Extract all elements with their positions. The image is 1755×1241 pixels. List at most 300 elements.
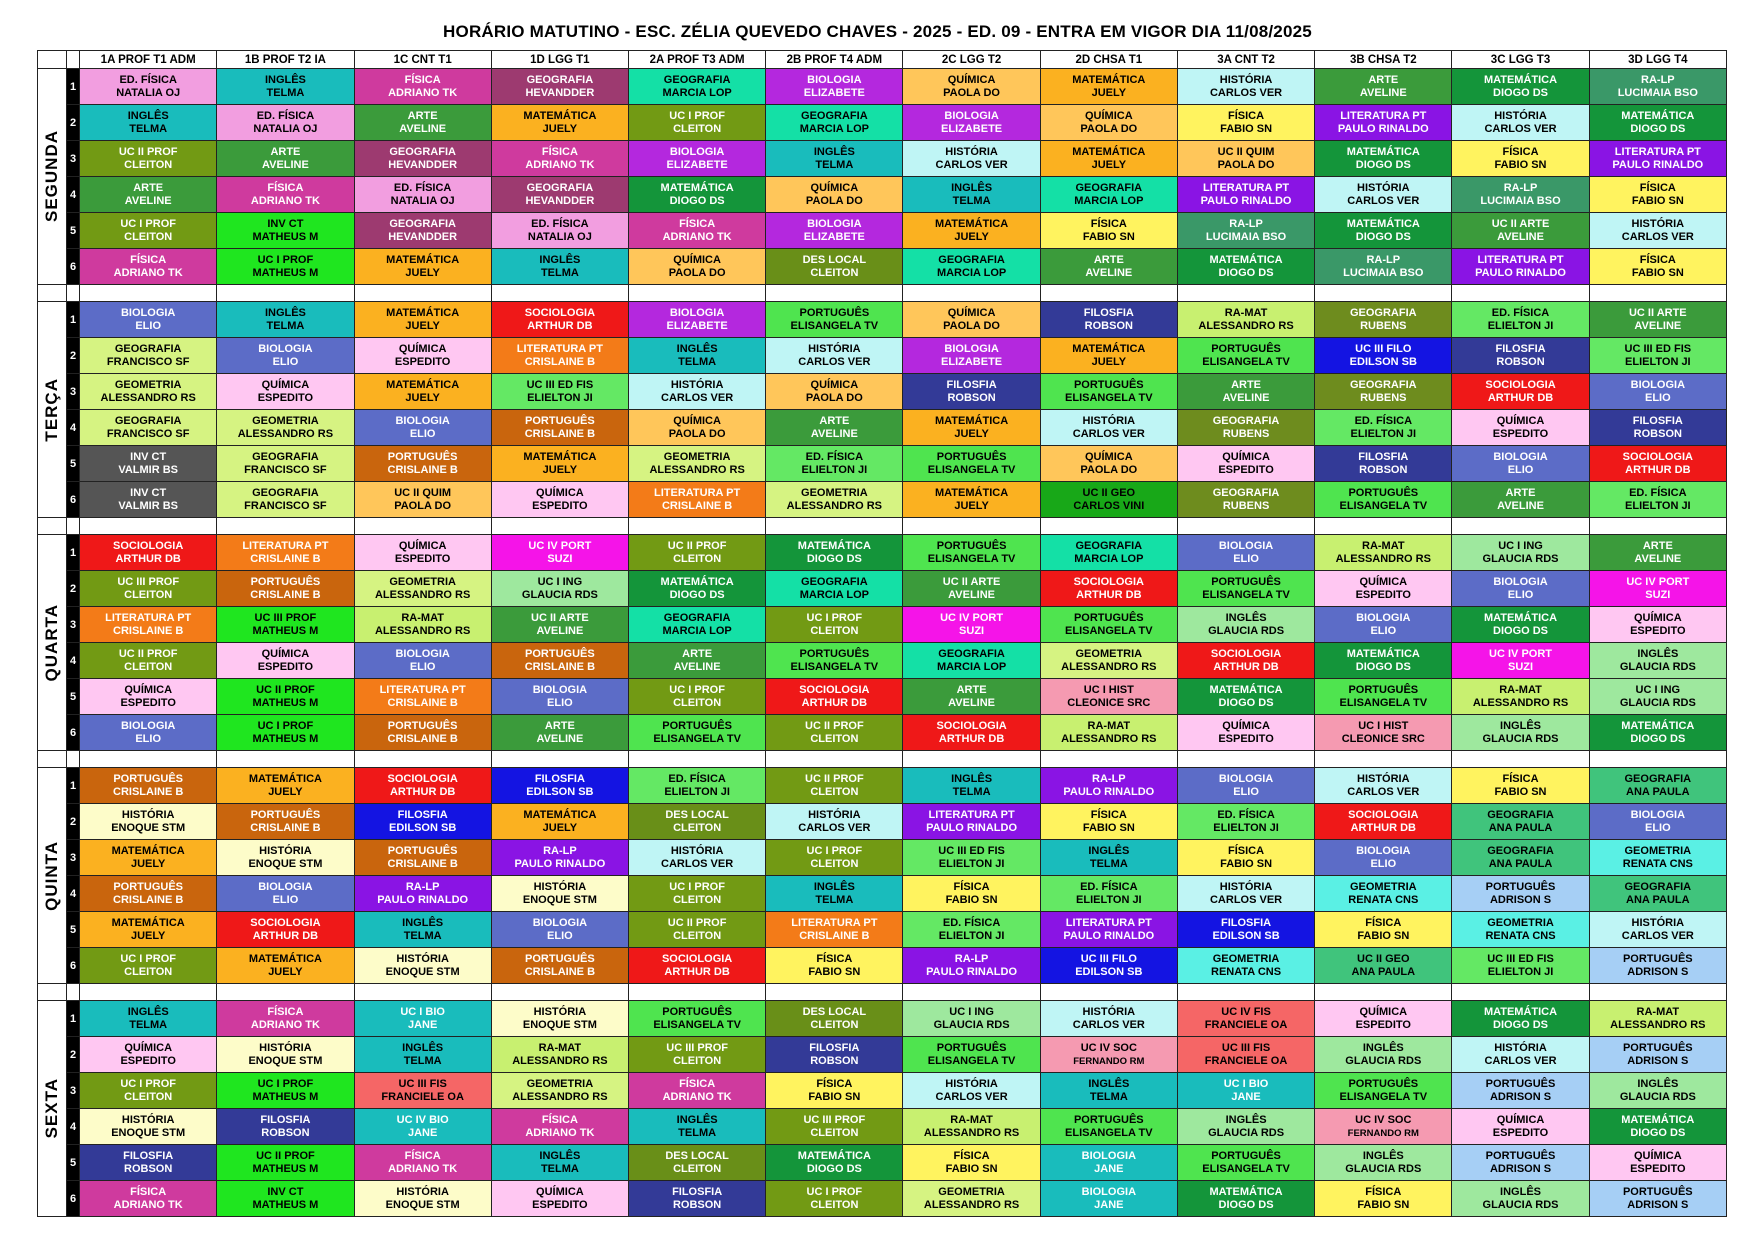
class-slot[interactable]: [1589, 840, 1726, 876]
class-slot[interactable]: [1315, 876, 1452, 912]
class-slot[interactable]: [80, 679, 217, 715]
class-slot[interactable]: [766, 804, 903, 840]
class-slot[interactable]: [1177, 177, 1314, 213]
class-slot[interactable]: [1040, 768, 1177, 804]
class-slot[interactable]: [1040, 571, 1177, 607]
class-slot[interactable]: [1177, 1145, 1314, 1181]
class-slot[interactable]: [80, 249, 217, 285]
class-slot[interactable]: [629, 804, 766, 840]
class-slot[interactable]: [80, 607, 217, 643]
class-slot[interactable]: [217, 69, 354, 105]
class-slot[interactable]: [1040, 410, 1177, 446]
class-slot[interactable]: [903, 213, 1040, 249]
class-slot[interactable]: [80, 1145, 217, 1181]
class-slot[interactable]: [217, 1073, 354, 1109]
class-slot[interactable]: [903, 1181, 1040, 1217]
class-slot[interactable]: [766, 374, 903, 410]
class-slot[interactable]: [354, 1037, 491, 1073]
class-slot[interactable]: [217, 643, 354, 679]
class-slot[interactable]: [1040, 912, 1177, 948]
class-slot[interactable]: [354, 1109, 491, 1145]
class-slot[interactable]: [80, 876, 217, 912]
class-slot[interactable]: [1452, 302, 1589, 338]
class-slot[interactable]: [80, 840, 217, 876]
class-slot[interactable]: [1315, 840, 1452, 876]
class-slot[interactable]: [629, 410, 766, 446]
class-slot[interactable]: [1040, 1037, 1177, 1073]
class-slot[interactable]: [217, 482, 354, 518]
class-slot[interactable]: [903, 1073, 1040, 1109]
class-slot[interactable]: [1177, 482, 1314, 518]
class-slot[interactable]: [354, 249, 491, 285]
class-slot[interactable]: [1315, 912, 1452, 948]
class-slot[interactable]: [354, 1181, 491, 1217]
class-slot[interactable]: [1315, 1073, 1452, 1109]
class-slot[interactable]: [491, 607, 628, 643]
class-slot[interactable]: [766, 876, 903, 912]
class-slot[interactable]: [1589, 1037, 1726, 1073]
class-slot[interactable]: [491, 338, 628, 374]
class-slot[interactable]: [354, 69, 491, 105]
class-slot[interactable]: [491, 571, 628, 607]
class-slot[interactable]: [491, 177, 628, 213]
class-slot[interactable]: [80, 1109, 217, 1145]
class-slot[interactable]: [80, 1037, 217, 1073]
class-slot[interactable]: [903, 177, 1040, 213]
class-slot[interactable]: [1177, 804, 1314, 840]
class-slot[interactable]: [903, 571, 1040, 607]
class-slot[interactable]: [217, 715, 354, 751]
class-slot[interactable]: [766, 679, 903, 715]
class-slot[interactable]: [491, 535, 628, 571]
class-slot[interactable]: [1177, 715, 1314, 751]
class-slot[interactable]: [1040, 374, 1177, 410]
class-slot[interactable]: [903, 69, 1040, 105]
class-slot[interactable]: [1177, 1001, 1314, 1037]
class-slot[interactable]: [1589, 302, 1726, 338]
class-slot[interactable]: [1452, 141, 1589, 177]
class-slot[interactable]: [629, 302, 766, 338]
class-slot[interactable]: [903, 1145, 1040, 1181]
class-slot[interactable]: [903, 1001, 1040, 1037]
class-slot[interactable]: [217, 948, 354, 984]
class-slot[interactable]: [629, 482, 766, 518]
class-slot[interactable]: [354, 141, 491, 177]
class-slot[interactable]: [903, 535, 1040, 571]
class-slot[interactable]: [491, 679, 628, 715]
class-slot[interactable]: [1589, 948, 1726, 984]
class-slot[interactable]: [217, 302, 354, 338]
class-slot[interactable]: [903, 679, 1040, 715]
class-slot[interactable]: [217, 679, 354, 715]
class-slot[interactable]: [1315, 768, 1452, 804]
class-slot[interactable]: [80, 804, 217, 840]
class-slot[interactable]: [1589, 410, 1726, 446]
class-slot[interactable]: [217, 840, 354, 876]
class-slot[interactable]: [1315, 1037, 1452, 1073]
class-slot[interactable]: [766, 768, 903, 804]
class-slot[interactable]: [354, 1145, 491, 1181]
class-slot[interactable]: [1452, 1109, 1589, 1145]
class-slot[interactable]: [354, 446, 491, 482]
class-slot[interactable]: [1452, 249, 1589, 285]
class-slot[interactable]: [1040, 213, 1177, 249]
class-slot[interactable]: [1452, 912, 1589, 948]
class-slot[interactable]: [766, 1073, 903, 1109]
class-slot[interactable]: [1315, 141, 1452, 177]
class-slot[interactable]: [1040, 1073, 1177, 1109]
class-slot[interactable]: [80, 768, 217, 804]
class-slot[interactable]: [1177, 105, 1314, 141]
class-slot[interactable]: [1040, 338, 1177, 374]
class-slot[interactable]: [1040, 69, 1177, 105]
class-slot[interactable]: [491, 643, 628, 679]
class-slot[interactable]: [766, 535, 903, 571]
class-slot[interactable]: [629, 1181, 766, 1217]
class-slot[interactable]: [629, 912, 766, 948]
class-slot[interactable]: [1177, 876, 1314, 912]
class-slot[interactable]: [629, 715, 766, 751]
class-slot[interactable]: [80, 571, 217, 607]
class-slot[interactable]: [1452, 374, 1589, 410]
class-slot[interactable]: [1589, 912, 1726, 948]
class-slot[interactable]: [354, 768, 491, 804]
class-slot[interactable]: [1040, 535, 1177, 571]
class-slot[interactable]: [1452, 1001, 1589, 1037]
class-slot[interactable]: [80, 374, 217, 410]
class-slot[interactable]: [1315, 249, 1452, 285]
class-slot[interactable]: [217, 1109, 354, 1145]
class-slot[interactable]: [629, 374, 766, 410]
class-slot[interactable]: [766, 1145, 903, 1181]
class-slot[interactable]: [217, 374, 354, 410]
class-slot[interactable]: [1040, 446, 1177, 482]
class-slot[interactable]: [491, 410, 628, 446]
class-slot[interactable]: [629, 213, 766, 249]
class-slot[interactable]: [1452, 715, 1589, 751]
class-slot[interactable]: [1177, 69, 1314, 105]
class-slot[interactable]: [903, 912, 1040, 948]
class-slot[interactable]: [1452, 840, 1589, 876]
class-slot[interactable]: [766, 141, 903, 177]
class-slot[interactable]: [354, 1001, 491, 1037]
class-slot[interactable]: [766, 213, 903, 249]
class-slot[interactable]: [1315, 302, 1452, 338]
class-slot[interactable]: [903, 302, 1040, 338]
class-slot[interactable]: [1589, 1073, 1726, 1109]
class-slot[interactable]: [491, 1145, 628, 1181]
class-slot[interactable]: [80, 213, 217, 249]
class-slot[interactable]: [903, 643, 1040, 679]
class-slot[interactable]: [354, 105, 491, 141]
class-slot[interactable]: [1315, 948, 1452, 984]
class-slot[interactable]: [766, 249, 903, 285]
class-slot[interactable]: [629, 1145, 766, 1181]
class-slot[interactable]: [217, 177, 354, 213]
class-slot[interactable]: [629, 840, 766, 876]
class-slot[interactable]: [1589, 535, 1726, 571]
class-slot[interactable]: [354, 374, 491, 410]
class-slot[interactable]: [217, 249, 354, 285]
class-slot[interactable]: [80, 446, 217, 482]
class-slot[interactable]: [903, 249, 1040, 285]
class-slot[interactable]: [629, 571, 766, 607]
class-slot[interactable]: [1589, 446, 1726, 482]
class-slot[interactable]: [80, 643, 217, 679]
class-slot[interactable]: [1452, 948, 1589, 984]
class-slot[interactable]: [491, 948, 628, 984]
class-slot[interactable]: [1315, 535, 1452, 571]
class-slot[interactable]: [217, 1001, 354, 1037]
class-slot[interactable]: [766, 482, 903, 518]
class-slot[interactable]: [217, 535, 354, 571]
class-slot[interactable]: [1177, 446, 1314, 482]
class-slot[interactable]: [491, 1037, 628, 1073]
class-slot[interactable]: [1452, 482, 1589, 518]
class-slot[interactable]: [1040, 177, 1177, 213]
class-slot[interactable]: [629, 1001, 766, 1037]
class-slot[interactable]: [1452, 1145, 1589, 1181]
class-slot[interactable]: [1452, 410, 1589, 446]
class-slot[interactable]: [217, 804, 354, 840]
class-slot[interactable]: [217, 571, 354, 607]
class-slot[interactable]: [1452, 535, 1589, 571]
class-slot[interactable]: [217, 105, 354, 141]
class-slot[interactable]: [1589, 768, 1726, 804]
class-slot[interactable]: [354, 840, 491, 876]
class-slot[interactable]: [1452, 607, 1589, 643]
class-slot[interactable]: [1177, 840, 1314, 876]
class-slot[interactable]: [1452, 446, 1589, 482]
class-slot[interactable]: [1452, 1181, 1589, 1217]
class-slot[interactable]: [1315, 1145, 1452, 1181]
class-slot[interactable]: [1589, 804, 1726, 840]
class-slot[interactable]: [766, 302, 903, 338]
class-slot[interactable]: [1177, 571, 1314, 607]
class-slot[interactable]: [80, 410, 217, 446]
class-slot[interactable]: [491, 105, 628, 141]
class-slot[interactable]: [80, 105, 217, 141]
class-slot[interactable]: [766, 69, 903, 105]
class-slot[interactable]: [1177, 213, 1314, 249]
class-slot[interactable]: [80, 948, 217, 984]
class-slot[interactable]: [766, 1001, 903, 1037]
class-slot[interactable]: [217, 912, 354, 948]
class-slot[interactable]: [903, 410, 1040, 446]
class-slot[interactable]: [1589, 338, 1726, 374]
class-slot[interactable]: [766, 105, 903, 141]
class-slot[interactable]: [354, 715, 491, 751]
class-slot[interactable]: [1452, 177, 1589, 213]
class-slot[interactable]: [80, 338, 217, 374]
class-slot[interactable]: [903, 1109, 1040, 1145]
class-slot[interactable]: [1177, 679, 1314, 715]
class-slot[interactable]: [217, 338, 354, 374]
class-slot[interactable]: [1315, 643, 1452, 679]
class-slot[interactable]: [629, 948, 766, 984]
class-slot[interactable]: [1589, 607, 1726, 643]
class-slot[interactable]: [1040, 804, 1177, 840]
class-slot[interactable]: [1452, 105, 1589, 141]
class-slot[interactable]: [1177, 535, 1314, 571]
class-slot[interactable]: [1315, 1181, 1452, 1217]
class-slot[interactable]: [1040, 607, 1177, 643]
class-slot[interactable]: [354, 804, 491, 840]
class-slot[interactable]: [354, 535, 491, 571]
class-slot[interactable]: [903, 374, 1040, 410]
class-slot[interactable]: [217, 446, 354, 482]
class-slot[interactable]: [354, 213, 491, 249]
class-slot[interactable]: [1315, 607, 1452, 643]
class-slot[interactable]: [1177, 607, 1314, 643]
class-slot[interactable]: [491, 482, 628, 518]
class-slot[interactable]: [491, 302, 628, 338]
class-slot[interactable]: [1177, 948, 1314, 984]
class-slot[interactable]: [629, 535, 766, 571]
class-slot[interactable]: [354, 679, 491, 715]
class-slot[interactable]: [1177, 1181, 1314, 1217]
class-slot[interactable]: [629, 105, 766, 141]
class-slot[interactable]: [1315, 1109, 1452, 1145]
class-slot[interactable]: [629, 1037, 766, 1073]
class-slot[interactable]: [80, 1181, 217, 1217]
class-slot[interactable]: [354, 912, 491, 948]
class-slot[interactable]: [217, 876, 354, 912]
class-slot[interactable]: [1589, 1181, 1726, 1217]
class-slot[interactable]: [354, 482, 491, 518]
class-slot[interactable]: [629, 607, 766, 643]
class-slot[interactable]: [217, 141, 354, 177]
class-slot[interactable]: [766, 607, 903, 643]
class-slot[interactable]: [1589, 69, 1726, 105]
class-slot[interactable]: [1040, 679, 1177, 715]
class-slot[interactable]: [766, 1109, 903, 1145]
class-slot[interactable]: [491, 1073, 628, 1109]
class-slot[interactable]: [1177, 912, 1314, 948]
class-slot[interactable]: [354, 571, 491, 607]
class-slot[interactable]: [1177, 338, 1314, 374]
class-slot[interactable]: [1177, 410, 1314, 446]
class-slot[interactable]: [80, 1073, 217, 1109]
class-slot[interactable]: [766, 410, 903, 446]
class-slot[interactable]: [354, 410, 491, 446]
class-slot[interactable]: [491, 715, 628, 751]
class-slot[interactable]: [1040, 643, 1177, 679]
class-slot[interactable]: [354, 1073, 491, 1109]
class-slot[interactable]: [1040, 948, 1177, 984]
class-slot[interactable]: [354, 177, 491, 213]
class-slot[interactable]: [217, 1181, 354, 1217]
class-slot[interactable]: [903, 715, 1040, 751]
class-slot[interactable]: [1315, 804, 1452, 840]
class-slot[interactable]: [1177, 249, 1314, 285]
class-slot[interactable]: [80, 715, 217, 751]
class-slot[interactable]: [491, 768, 628, 804]
class-slot[interactable]: [903, 141, 1040, 177]
class-slot[interactable]: [629, 768, 766, 804]
class-slot[interactable]: [1177, 141, 1314, 177]
class-slot[interactable]: [1315, 410, 1452, 446]
class-slot[interactable]: [217, 607, 354, 643]
class-slot[interactable]: [1589, 571, 1726, 607]
class-slot[interactable]: [1040, 1181, 1177, 1217]
class-slot[interactable]: [1040, 840, 1177, 876]
class-slot[interactable]: [766, 446, 903, 482]
class-slot[interactable]: [491, 249, 628, 285]
class-slot[interactable]: [217, 1145, 354, 1181]
class-slot[interactable]: [903, 768, 1040, 804]
class-slot[interactable]: [903, 948, 1040, 984]
class-slot[interactable]: [1040, 1001, 1177, 1037]
class-slot[interactable]: [629, 446, 766, 482]
class-slot[interactable]: [766, 338, 903, 374]
class-slot[interactable]: [903, 876, 1040, 912]
class-slot[interactable]: [1452, 804, 1589, 840]
class-slot[interactable]: [354, 876, 491, 912]
class-slot[interactable]: [903, 840, 1040, 876]
class-slot[interactable]: [629, 679, 766, 715]
class-slot[interactable]: [491, 1001, 628, 1037]
class-slot[interactable]: [491, 912, 628, 948]
class-slot[interactable]: [1589, 105, 1726, 141]
class-slot[interactable]: [491, 141, 628, 177]
class-slot[interactable]: [1040, 482, 1177, 518]
class-slot[interactable]: [1589, 679, 1726, 715]
class-slot[interactable]: [491, 1109, 628, 1145]
class-slot[interactable]: [1589, 1145, 1726, 1181]
class-slot[interactable]: [1589, 715, 1726, 751]
class-slot[interactable]: [1452, 679, 1589, 715]
class-slot[interactable]: [1589, 1109, 1726, 1145]
class-slot[interactable]: [629, 338, 766, 374]
class-slot[interactable]: [1040, 302, 1177, 338]
class-slot[interactable]: [1589, 213, 1726, 249]
class-slot[interactable]: [903, 607, 1040, 643]
class-slot[interactable]: [80, 302, 217, 338]
class-slot[interactable]: [629, 249, 766, 285]
class-slot[interactable]: [80, 141, 217, 177]
class-slot[interactable]: [491, 1181, 628, 1217]
class-slot[interactable]: [1589, 141, 1726, 177]
class-slot[interactable]: [1040, 249, 1177, 285]
class-slot[interactable]: [1452, 643, 1589, 679]
class-slot[interactable]: [766, 1037, 903, 1073]
class-slot[interactable]: [217, 768, 354, 804]
class-slot[interactable]: [491, 446, 628, 482]
class-slot[interactable]: [903, 482, 1040, 518]
class-slot[interactable]: [491, 804, 628, 840]
class-slot[interactable]: [1452, 338, 1589, 374]
class-slot[interactable]: [629, 69, 766, 105]
class-slot[interactable]: [1315, 105, 1452, 141]
class-slot[interactable]: [1589, 1001, 1726, 1037]
class-slot[interactable]: [1040, 105, 1177, 141]
class-slot[interactable]: [629, 876, 766, 912]
class-slot[interactable]: [491, 213, 628, 249]
class-slot[interactable]: [629, 1109, 766, 1145]
class-slot[interactable]: [766, 715, 903, 751]
class-slot[interactable]: [1040, 141, 1177, 177]
class-slot[interactable]: [629, 643, 766, 679]
class-slot[interactable]: [1452, 69, 1589, 105]
class-slot[interactable]: [1315, 715, 1452, 751]
class-slot[interactable]: [629, 141, 766, 177]
class-slot[interactable]: [1315, 679, 1452, 715]
class-slot[interactable]: [766, 840, 903, 876]
class-slot[interactable]: [217, 1037, 354, 1073]
class-slot[interactable]: [1177, 768, 1314, 804]
class-slot[interactable]: [766, 571, 903, 607]
